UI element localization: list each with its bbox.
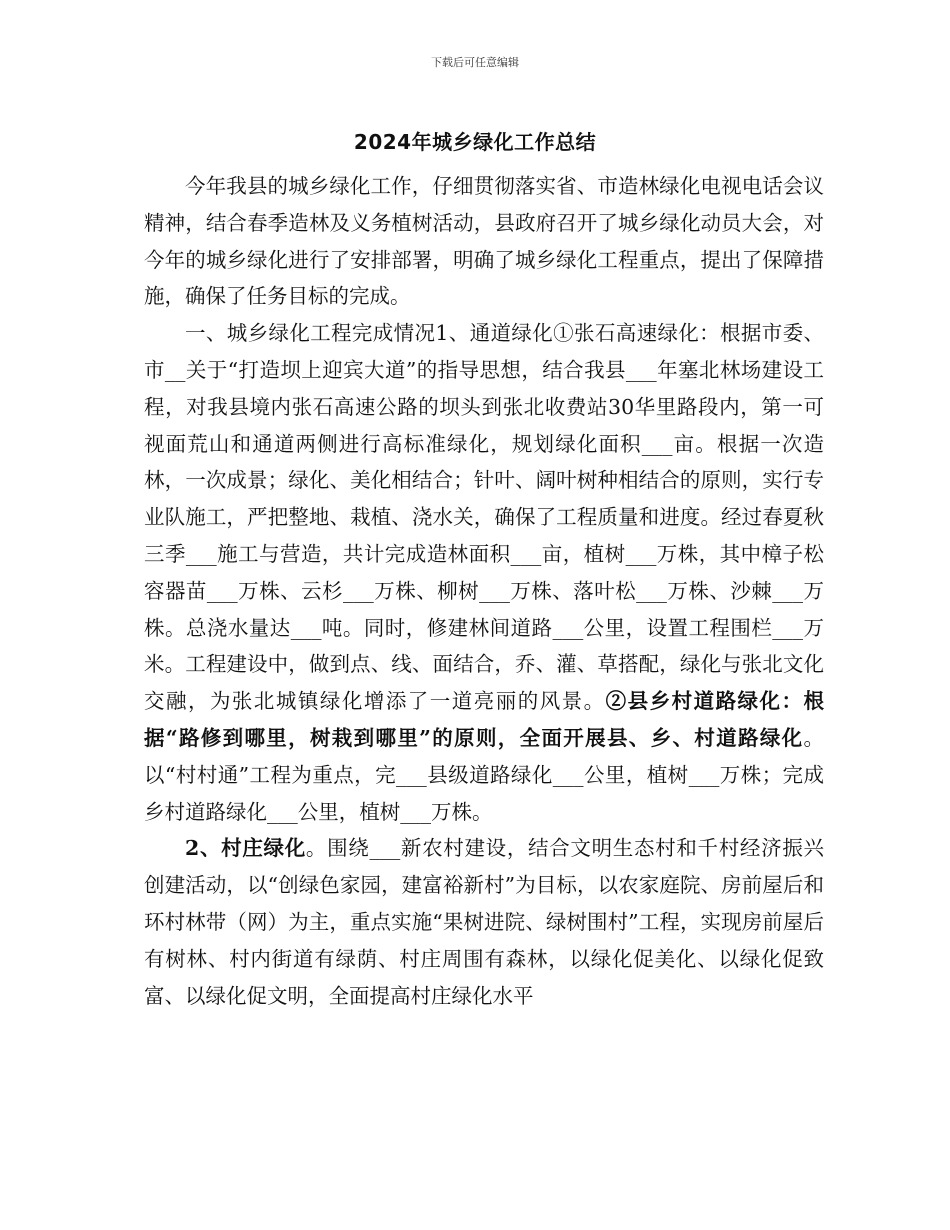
village-greening-heading: 2、村庄绿化	[185, 836, 306, 861]
road-greening-heading: ②县乡村道路绿化：根据“路修到哪里，树栽到哪里”的原则，全面开展县、乡、村道路绿化	[144, 689, 825, 750]
paragraph-village-greening	[144, 830, 824, 1014]
road-greening-text: 。以“村村通”工程为重点，完___县级道路绿化___公里，植树___万株；完成乡村道路绿化___公里，植树___万株。	[144, 725, 824, 824]
village-greening-text: 。围绕___新农村建设，结合文明生态村和千村经济振兴创建活动，以“创绿色家园，建富裕新村”为目标，以农家庭院、房前屋后和环村林带（网）为主，重点实施“果树进院、绿树围村”工程，实现房前屋后有树林、村内街道有绿荫、村庄周围有森林，以绿化促美化、以绿化促致富、以绿化促文明，全面提高村庄绿化水平	[144, 836, 825, 1008]
document-title: 2024年城乡绿化工作总结	[353, 130, 597, 154]
paragraph-intro-text: 今年我县的城乡绿化工作，仔细贯彻落实省、市造林绿化电视电话会议精神，结合春季造林及义务植树活动，县政府召开了城乡绿化动员大会，对今年的城乡绿化进行了安排部署，明确了城乡绿化工程重点，提出了保障措施，确保了任务目标的完成。	[144, 174, 824, 309]
paragraph-section-one	[144, 315, 824, 830]
document-body	[144, 168, 824, 1014]
header-note: 下载后可任意编辑	[431, 56, 519, 69]
section-one-text: 一、城乡绿化工程完成情况1、通道绿化①张石高速绿化：根据市委、市__关于“打造坝上迎宾大道”的指导思想，结合我县___年塞北林场建设工程，对我县境内张石高速公路的坝头到张北收费站30华里路段内，第一可视面荒山和通道两侧进行高标准绿化，规划绿化面积___亩。根据一次造林，一次成景；绿化、美化相结合；针叶、阔叶树种相结合的原则，实行专业队施工，严把整地、栽植、浇水关，确保了工程质量和进度。经过春夏秋三季___施工与营造，共计完成造林面积___亩，植树___万株，其中樟子松容器苗___万株、云杉___万株、柳树___万株、落叶松___万株、沙棘___万株。总浇水量达___吨。同时，修建林间道路___公里，设置工程围栏___万米。工程建设中，做到点、线、面结合，乔、灌、草搭配，绿化与张北文化交融，为张北城镇绿化增添了一道亮丽的风景。	[144, 321, 824, 714]
paragraph-intro	[144, 168, 824, 315]
